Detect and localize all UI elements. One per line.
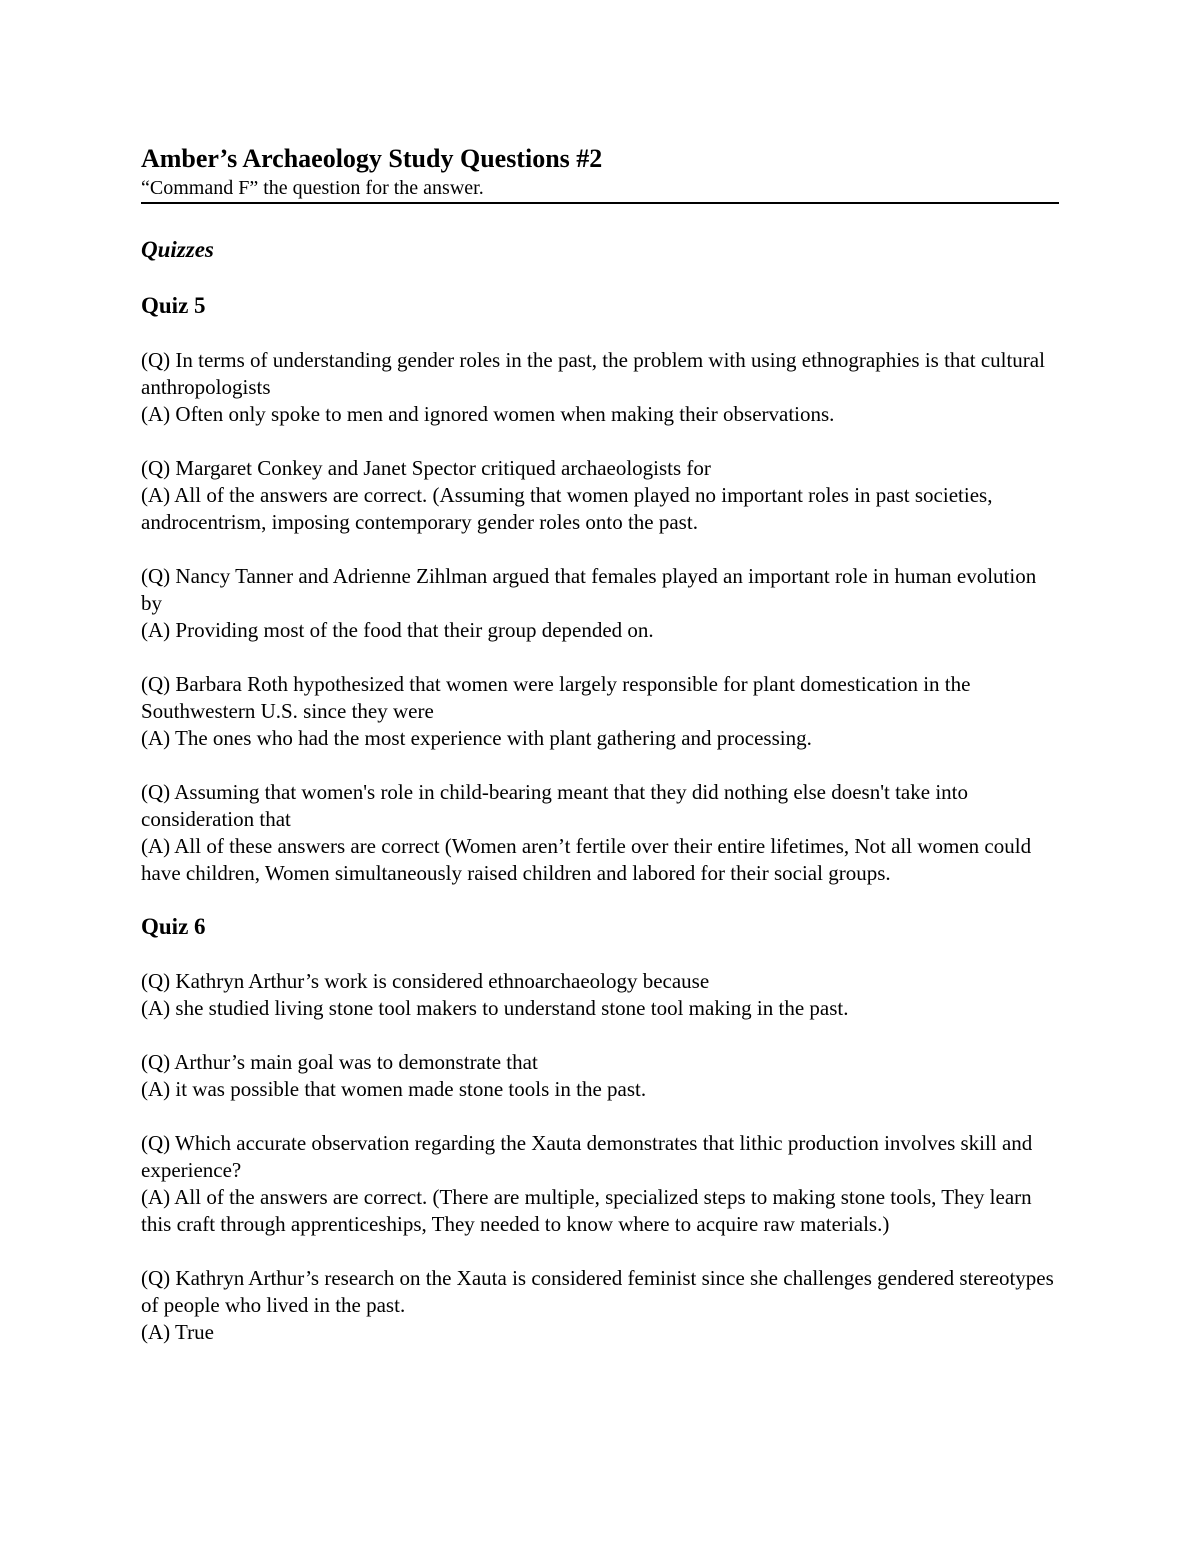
document-page — [141, 140, 1059, 1346]
quiz-6-title: Quiz 6 — [141, 914, 206, 939]
document-subtitle: “Command F” the question for the answer. — [141, 176, 1059, 204]
qa-item — [141, 1130, 1059, 1238]
answer-text: (A) Often only spoke to men and ignored women when making their observations. — [141, 402, 835, 426]
qa-item — [141, 1049, 1059, 1103]
answer-text: (A) All of these answers are correct (Women aren’t fertile over their entire lifetimes, Not all women could have children, Women simultaneously raised children and labored for their social groups. — [141, 834, 1032, 885]
document-title: Amber’s Archaeology Study Questions #2 — [141, 144, 603, 173]
qa-item — [141, 563, 1059, 644]
quiz-5-title: Quiz 5 — [141, 293, 206, 318]
question-text: (Q) In terms of understanding gender roles in the past, the problem with using ethnographies is that cultural anthropologists — [141, 348, 1045, 399]
question-text: (Q) Margaret Conkey and Janet Spector critiqued archaeologists for — [141, 456, 711, 480]
question-text: (Q) Kathryn Arthur’s research on the Xauta is considered feminist since she challenges gendered stereotypes of people who lived in the past. — [141, 1266, 1054, 1317]
question-text: (Q) Assuming that women's role in child-bearing meant that they did nothing else doesn't take into consideration that — [141, 780, 968, 831]
answer-text: (A) True — [141, 1320, 214, 1344]
answer-text: (A) All of the answers are correct. (Assuming that women played no important roles in past societies, androcentrism, imposing contemporary gender roles onto the past. — [141, 483, 993, 534]
answer-text: (A) she studied living stone tool makers to understand stone tool making in the past. — [141, 996, 849, 1020]
answer-text: (A) it was possible that women made stone tools in the past. — [141, 1077, 647, 1101]
answer-text: (A) Providing most of the food that their group depended on. — [141, 618, 654, 642]
qa-item — [141, 671, 1059, 752]
question-text: (Q) Kathryn Arthur’s work is considered ethnoarchaeology because — [141, 969, 710, 993]
qa-item — [141, 455, 1059, 536]
question-text: (Q) Barbara Roth hypothesized that women were largely responsible for plant domestication in the Southwestern U.S. since they were — [141, 672, 971, 723]
question-text: (Q) Arthur’s main goal was to demonstrate that — [141, 1050, 538, 1074]
question-text: (Q) Nancy Tanner and Adrienne Zihlman argued that females played an important role in human evolution by — [141, 564, 1037, 615]
qa-item — [141, 968, 1059, 1022]
qa-item — [141, 347, 1059, 428]
answer-text: (A) All of the answers are correct. (There are multiple, specialized steps to making stone tools, They learn this craft through apprenticeships, They needed to know where to acquire raw materials.) — [141, 1185, 1032, 1236]
answer-text: (A) The ones who had the most experience with plant gathering and processing. — [141, 726, 812, 750]
qa-item — [141, 779, 1059, 887]
question-text: (Q) Which accurate observation regarding the Xauta demonstrates that lithic production involves skill and experience? — [141, 1131, 1033, 1182]
qa-item — [141, 1265, 1059, 1346]
section-heading-quizzes: Quizzes — [141, 237, 214, 262]
